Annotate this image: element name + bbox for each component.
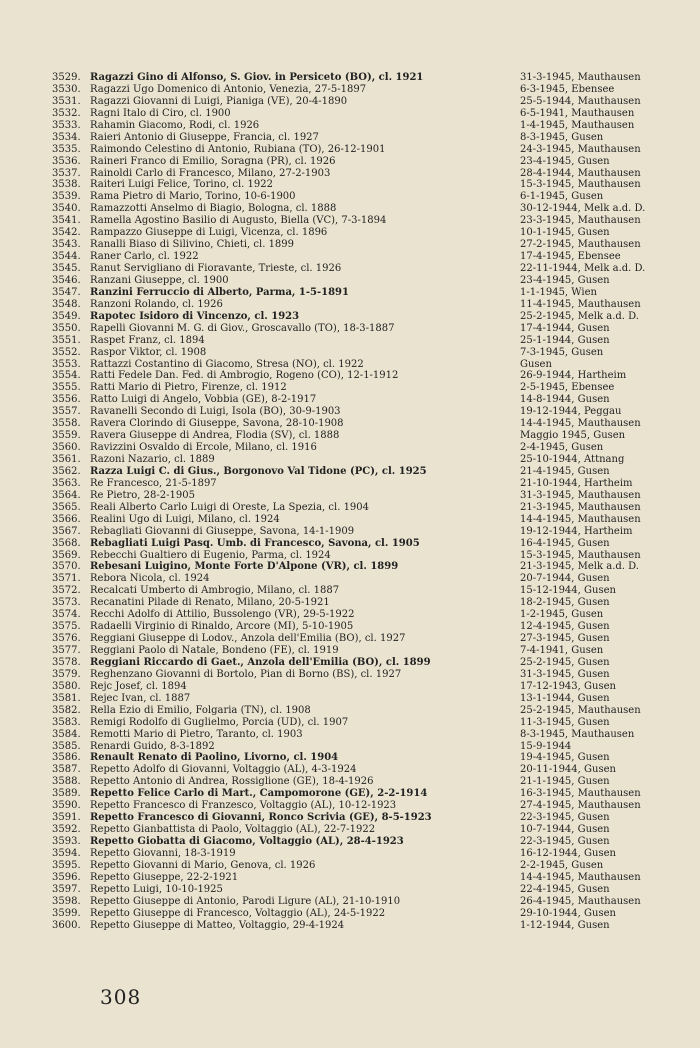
- entry-death: 19-12-1944, Peggau: [520, 406, 622, 418]
- entry-name: Rahamin Giacomo, Rodi, cl. 1926: [90, 119, 260, 131]
- entry-death: 27-2-1945, Mauthausen: [520, 239, 641, 251]
- list-item: [52, 729, 652, 741]
- entry-name: Realini Ugo di Luigi, Milano, cl. 1924: [90, 513, 280, 525]
- list-item: [52, 836, 652, 848]
- entry-name: Ramazzotti Anselmo di Biagio, Bologna, cl. 1888: [90, 203, 337, 215]
- list-item: [52, 430, 652, 442]
- list-item: [52, 550, 652, 562]
- entry-number: 3556.: [52, 394, 81, 406]
- entry-number: 3592.: [52, 824, 81, 836]
- list-item: [52, 156, 652, 168]
- entry-death: 22-3-1945, Gusen: [520, 836, 610, 847]
- entry-death: 16-4-1945, Gusen: [520, 537, 610, 549]
- entry-name: Ranzoni Rolando, cl. 1926: [90, 298, 223, 310]
- entry-number: 3585.: [52, 740, 81, 752]
- entry-number: 3540.: [52, 203, 81, 215]
- entry-death: Maggio 1945, Gusen: [520, 430, 626, 442]
- entry-death: 25-2-1945, Mauthausen: [520, 704, 641, 716]
- list-item: [52, 741, 652, 753]
- entry-death: 1-4-1945, Mauthausen: [520, 119, 635, 131]
- entry-name: Repetto Giuseppe, 22-2-1921: [90, 871, 239, 883]
- entry-death: 26-9-1944, Hartheim: [520, 370, 627, 382]
- entry-death: 20-7-1944, Gusen: [520, 573, 610, 585]
- list-item: [52, 776, 652, 788]
- entry-death: 21-3-1945, Mauthausen: [520, 501, 641, 513]
- entry-death: 8-3-1945, Mauthausen: [520, 728, 635, 740]
- list-item: [52, 717, 652, 729]
- list-item: [52, 299, 652, 311]
- list-item: [52, 502, 652, 514]
- list-item: [52, 752, 652, 764]
- entry-name: Repetto Francesco di Franzesco, Voltaggio (AL), 10-12-1923: [90, 800, 397, 812]
- entry-number: 3541.: [52, 215, 81, 227]
- list-item: [52, 442, 652, 454]
- entry-death: 21-4-1945, Gusen: [520, 465, 610, 477]
- entry-death: 14-4-1945, Mauthausen: [520, 513, 641, 525]
- entry-name: Rampazzo Giuseppe di Luigi, Vicenza, cl. 1896: [90, 227, 328, 239]
- entry-death: 31-3-1945, Gusen: [520, 668, 610, 680]
- list-item: [52, 394, 652, 406]
- entry-death: 7-3-1945, Gusen: [520, 346, 604, 358]
- entry-death: 14-8-1944, Gusen: [520, 394, 610, 406]
- entry-death: 22-3-1945, Gusen: [520, 812, 610, 824]
- entry-death: 17-4-1945, Ebensee: [520, 251, 621, 263]
- entry-number: 3558.: [52, 418, 81, 430]
- entry-number: 3569.: [52, 549, 81, 561]
- entry-number: 3567.: [52, 525, 81, 537]
- list-item: [52, 561, 652, 573]
- entry-death: 17-12-1943, Gusen: [520, 680, 616, 692]
- list-item: [52, 824, 652, 836]
- entry-death: 15-9-1944: [520, 740, 572, 752]
- entry-number: 3550.: [52, 322, 81, 334]
- entry-name: Rejec Ivan, cl. 1887: [90, 692, 191, 704]
- list-item: [52, 800, 652, 812]
- entry-death: 11-4-1945, Mauthausen: [520, 298, 641, 310]
- entry-number: 3573.: [52, 597, 81, 609]
- entry-name: Rebora Nicola, cl. 1924: [90, 573, 210, 585]
- entry-death: 14-4-1945, Mauthausen: [520, 871, 641, 883]
- entry-number: 3595.: [52, 859, 81, 871]
- entry-number: 3536.: [52, 155, 81, 167]
- page-number: 308: [100, 985, 142, 1009]
- entry-name: Reghenzano Giovanni di Bortolo, Pian di Borno (BS), cl. 1927: [90, 668, 402, 680]
- list-item: [52, 418, 652, 430]
- entry-death: 27-3-1945, Gusen: [520, 633, 610, 645]
- entry-number: 3580.: [52, 680, 81, 692]
- entry-death: 21-10-1944, Hartheim: [520, 477, 633, 489]
- entry-name: Ranut Servigliano di Fioravante, Trieste, cl. 1926: [90, 263, 342, 274]
- entry-number: 3593.: [52, 836, 81, 847]
- entry-number: 3529.: [52, 72, 81, 83]
- list-item: [52, 323, 652, 335]
- entry-number: 3542.: [52, 227, 81, 239]
- entry-number: 3531.: [52, 95, 81, 107]
- entry-name: Reggiani Paolo di Natale, Bondeno (FE), cl. 1919: [90, 645, 339, 656]
- list-item: [52, 884, 652, 896]
- entry-name: Recchi Adolfo di Attilio, Bussolengo (VR), 29-5-1922: [90, 609, 355, 621]
- entry-name: Ragazzi Giovanni di Luigi, Pianiga (VE), 20-4-1890: [90, 95, 348, 107]
- entry-name: Raspet Franz, cl. 1894: [90, 334, 205, 346]
- list-item: [52, 227, 652, 239]
- list-item: [52, 215, 652, 227]
- entry-death: 22-4-1945, Gusen: [520, 883, 610, 895]
- list-item: [52, 920, 652, 932]
- entry-name: Ravanelli Secondo di Luigi, Isola (BO), 30-9-1903: [90, 406, 341, 418]
- list-item: [52, 597, 652, 609]
- list-item: [52, 335, 652, 347]
- entry-death: 23-4-1945, Gusen: [520, 155, 610, 167]
- entry-death: 31-3-1945, Mauthausen: [520, 489, 641, 501]
- entry-number: 3544.: [52, 251, 81, 263]
- entry-number: 3591.: [52, 812, 81, 824]
- entry-name: Ramella Agostino Basilio di Augusto, Biella (VC), 7-3-1894: [90, 215, 387, 227]
- entry-name: Ratto Luigi di Angelo, Vobbia (GE), 8-2-1917: [90, 394, 317, 406]
- entry-number: 3589.: [52, 788, 81, 800]
- list-item: [52, 359, 652, 371]
- entry-name: Razoni Nazario, cl. 1889: [90, 454, 215, 465]
- entry-name: Rattazzi Costantino di Giacomo, Stresa (NO), cl. 1922: [90, 358, 364, 370]
- entry-number: 3562.: [52, 465, 81, 477]
- list-item: [52, 144, 652, 156]
- entry-death: 15-12-1944, Gusen: [520, 585, 616, 597]
- entry-death: 6-3-1945, Ebensee: [520, 83, 615, 95]
- list-item: [52, 908, 652, 920]
- entry-number: 3598.: [52, 895, 81, 907]
- list-item: [52, 478, 652, 490]
- entry-number: 3597.: [52, 883, 81, 895]
- entry-number: 3575.: [52, 621, 81, 633]
- entry-name: Ravera Giuseppe di Andrea, Flodia (SV), cl. 1888: [90, 430, 340, 442]
- list-item: [52, 382, 652, 394]
- entry-name: Raiteri Luigi Felice, Torino, cl. 1922: [90, 179, 273, 191]
- list-item: [52, 406, 652, 418]
- entry-name: Reggiani Giuseppe di Lodov., Anzola dell'Emilia (BO), cl. 1927: [90, 633, 406, 645]
- entry-number: 3549.: [52, 310, 81, 322]
- list-item: [52, 370, 652, 382]
- list-item: [52, 120, 652, 132]
- list-item: [52, 454, 652, 466]
- entry-death: 15-3-1945, Mauthausen: [520, 549, 641, 561]
- entry-name: Renardi Guido, 8-3-1892: [90, 740, 215, 752]
- list-item: [52, 526, 652, 538]
- entry-number: 3578.: [52, 656, 81, 668]
- list-item: [52, 84, 652, 96]
- list-item: [52, 645, 652, 657]
- list-item: [52, 72, 652, 84]
- entry-name: Ratti Fedele Dan. Fed. di Ambrogio, Rogeno (CO), 12-1-1912: [90, 370, 399, 382]
- entry-number: 3583.: [52, 716, 81, 728]
- list-item: [52, 764, 652, 776]
- entry-death: 21-1-1945, Gusen: [520, 776, 610, 788]
- entry-death: 13-1-1944, Gusen: [520, 692, 610, 704]
- entry-number: 3551.: [52, 334, 81, 346]
- entry-death: 1-1-1945, Wien: [520, 286, 597, 298]
- entry-number: 3545.: [52, 263, 81, 274]
- list-item: [52, 705, 652, 717]
- entry-name: Rebecchi Gualtiero di Eugenio, Parma, cl. 1924: [90, 549, 331, 561]
- entry-number: 3534.: [52, 131, 81, 143]
- list-item: [52, 872, 652, 884]
- entry-death: 30-12-1944, Melk a.d. D.: [520, 203, 646, 215]
- entry-death: 29-10-1944, Gusen: [520, 907, 616, 919]
- entry-death: 24-3-1945, Mauthausen: [520, 143, 641, 155]
- entry-number: 3577.: [52, 645, 81, 656]
- entry-number: 3599.: [52, 907, 81, 919]
- entry-death: 28-4-1944, Mauthausen: [520, 167, 641, 179]
- entry-death: 8-3-1945, Gusen: [520, 131, 604, 143]
- entry-death: 18-2-1945, Gusen: [520, 597, 610, 609]
- list-item: [52, 609, 652, 621]
- entry-name: Ravizzini Osvaldo di Ercole, Milano, cl. 1916: [90, 442, 317, 454]
- entry-death: 14-4-1945, Mauthausen: [520, 418, 641, 430]
- entry-number: 3560.: [52, 442, 81, 454]
- list-item: [52, 657, 652, 669]
- entry-name: Repetto Giuseppe di Matteo, Voltaggio, 29-4-1924: [90, 919, 345, 931]
- list-item: [52, 573, 652, 585]
- list-item: [52, 132, 652, 144]
- entry-name: Rapelli Giovanni M. G. di Giov., Groscavallo (TO), 18-3-1887: [90, 322, 395, 334]
- entry-name: Ragni Italo di Ciro, cl. 1900: [90, 107, 231, 119]
- entry-name: Repetto Gianbattista di Paolo, Voltaggio (AL), 22-7-1922: [90, 824, 376, 836]
- entry-death: 25-5-1944, Mauthausen: [520, 95, 641, 107]
- entry-name: Raimondo Celestino di Antonio, Rubiana (TO), 26-12-1901: [90, 143, 386, 155]
- entry-name: Ragazzi Gino di Alfonso, S. Giov. in Persiceto (BO), cl. 1921: [90, 72, 424, 83]
- entry-number: 3547.: [52, 286, 81, 298]
- entry-name: Repetto Giovanni, 18-3-1919: [90, 847, 236, 859]
- entry-number: 3546.: [52, 274, 81, 286]
- entry-name: Rella Ezio di Emilio, Folgaria (TN), cl. 1908: [90, 704, 311, 716]
- list-item: [52, 490, 652, 502]
- list-item: [52, 108, 652, 120]
- entry-death: 25-2-1945, Melk a.d. D.: [520, 310, 639, 322]
- entry-name: Rebesani Luigino, Monte Forte D'Alpone (VR), cl. 1899: [90, 561, 399, 573]
- entry-name: Repetto Giuseppe di Antonio, Parodi Ligure (AL), 21-10-1910: [90, 895, 401, 907]
- list-item: [52, 191, 652, 203]
- entry-name: Repetto Francesco di Giovanni, Ronco Scrivia (GE), 8-5-1923: [90, 812, 432, 824]
- list-item: [52, 168, 652, 180]
- entry-number: 3561.: [52, 454, 81, 465]
- list-item: [52, 633, 652, 645]
- entry-number: 3552.: [52, 346, 81, 358]
- entry-death: 31-3-1945, Mauthausen: [520, 72, 641, 83]
- list-item: [52, 860, 652, 872]
- entry-name: Rainoldi Carlo di Francesco, Milano, 27-2-1903: [90, 167, 331, 179]
- entry-number: 3587.: [52, 764, 81, 776]
- entry-death: 2-5-1945, Ebensee: [520, 382, 615, 394]
- entry-death: 19-4-1945, Gusen: [520, 752, 610, 764]
- entry-name: Raspor Viktor, cl. 1908: [90, 346, 207, 358]
- entry-number: 3553.: [52, 358, 81, 370]
- list-item: [52, 275, 652, 287]
- entry-name: Rejc Josef, cl. 1894: [90, 680, 187, 692]
- entry-number: 3557.: [52, 406, 81, 418]
- entry-death: 2-4-1945, Gusen: [520, 442, 604, 454]
- entry-name: Raieri Antonio di Giuseppe, Francia, cl. 1927: [90, 131, 319, 143]
- entry-death: 7-4-1941, Gusen: [520, 645, 604, 656]
- list-item: [52, 203, 652, 215]
- list-item: [52, 585, 652, 597]
- entry-name: Raineri Franco di Emilio, Soragna (PR), cl. 1926: [90, 155, 336, 167]
- entry-number: 3572.: [52, 585, 81, 597]
- entry-number: 3566.: [52, 513, 81, 525]
- entry-name: Ratti Mario di Pietro, Firenze, cl. 1912: [90, 382, 287, 394]
- entry-number: 3594.: [52, 847, 81, 859]
- entry-number: 3539.: [52, 191, 81, 203]
- entry-number: 3596.: [52, 871, 81, 883]
- entry-number: 3582.: [52, 704, 81, 716]
- entry-name: Repetto Luigi, 10-10-1925: [90, 883, 223, 895]
- list-item: [52, 621, 652, 633]
- entry-name: Reali Alberto Carlo Luigi di Oreste, La Spezia, cl. 1904: [90, 501, 370, 513]
- entry-name: Rebagliati Luigi Pasq. Umb. di Francesco, Savona, cl. 1905: [90, 537, 420, 549]
- entry-death: 6-1-1945, Gusen: [520, 191, 604, 203]
- entry-number: 3538.: [52, 179, 81, 191]
- entry-death: 1-12-1944, Gusen: [520, 919, 610, 931]
- entry-death: 23-3-1945, Mauthausen: [520, 215, 641, 227]
- entry-name: Re Francesco, 21-5-1897: [90, 477, 217, 489]
- entry-name: Rapotec Isidoro di Vincenzo, cl. 1923: [90, 310, 300, 322]
- entry-death: 2-2-1945, Gusen: [520, 859, 604, 871]
- entry-name: Reggiani Riccardo di Gaet., Anzola dell'Emilia (BO), cl. 1899: [90, 656, 431, 668]
- list-item: [52, 347, 652, 359]
- list-item: [52, 179, 652, 191]
- entry-name: Repetto Giobatta di Giacomo, Voltaggio (AL), 28-4-1923: [90, 836, 404, 847]
- list-item: [52, 263, 652, 275]
- entry-name: Renault Renato di Paolino, Livorno, cl. 1904: [90, 752, 339, 764]
- entry-death: 21-3-1945, Melk a.d. D.: [520, 561, 639, 573]
- list-item: [52, 896, 652, 908]
- list-item: [52, 693, 652, 705]
- entry-number: 3530.: [52, 83, 81, 95]
- entry-number: 3571.: [52, 573, 81, 585]
- entry-death: Gusen: [520, 358, 552, 370]
- entry-number: 3559.: [52, 430, 81, 442]
- entry-number: 3570.: [52, 561, 81, 573]
- entry-death: 23-4-1945, Gusen: [520, 274, 610, 286]
- entry-death: 10-1-1945, Gusen: [520, 227, 610, 239]
- entry-name: Recanatini Pilade di Renato, Milano, 20-5-1921: [90, 597, 330, 609]
- list-item: [52, 466, 652, 478]
- list-item: [52, 251, 652, 263]
- entry-death: 25-10-1944, Attnang: [520, 454, 625, 465]
- entry-name: Ranzini Ferruccio di Alberto, Parma, 1-5-1891: [90, 286, 349, 298]
- entry-list: [52, 72, 652, 932]
- entry-number: 3564.: [52, 489, 81, 501]
- entry-name: Ragazzi Ugo Domenico di Antonio, Venezia, 27-5-1897: [90, 83, 367, 95]
- entry-death: 16-3-1945, Mauthausen: [520, 788, 641, 800]
- entry-name: Repetto Felice Carlo di Mart., Campomorone (GE), 2-2-1914: [90, 788, 428, 800]
- entry-name: Ravera Clorindo di Giuseppe, Savona, 28-10-1908: [90, 418, 344, 430]
- entry-death: 25-1-1944, Gusen: [520, 334, 610, 346]
- list-item: [52, 788, 652, 800]
- entry-number: 3554.: [52, 370, 81, 382]
- entry-number: 3590.: [52, 800, 81, 812]
- entry-name: Repetto Adolfo di Giovanni, Voltaggio (AL), 4-3-1924: [90, 764, 357, 776]
- entry-number: 3581.: [52, 692, 81, 704]
- entry-death: 12-4-1945, Gusen: [520, 621, 610, 633]
- entry-death: 1-2-1945, Gusen: [520, 609, 604, 621]
- entry-death: 19-12-1944, Hartheim: [520, 525, 633, 537]
- entry-number: 3576.: [52, 633, 81, 645]
- entry-death: 11-3-1945, Gusen: [520, 716, 610, 728]
- entry-name: Repetto Antonio di Andrea, Rossiglione (GE), 18-4-1926: [90, 776, 374, 788]
- entry-name: Ranalli Biaso di Silivino, Chieti, cl. 1899: [90, 239, 295, 251]
- entry-number: 3565.: [52, 501, 81, 513]
- entry-name: Re Pietro, 28-2-1905: [90, 489, 195, 501]
- entry-number: 3543.: [52, 239, 81, 251]
- list-item: [52, 287, 652, 299]
- entry-name: Rebagliati Giovanni di Giuseppe, Savona, 14-1-1909: [90, 525, 355, 537]
- entry-number: 3568.: [52, 537, 81, 549]
- list-item: [52, 848, 652, 860]
- entry-death: 20-11-1944, Gusen: [520, 764, 616, 776]
- entry-name: Remigi Rodolfo di Guglielmo, Porcia (UD), cl. 1907: [90, 716, 349, 728]
- list-item: [52, 96, 652, 108]
- entry-death: 16-12-1944, Gusen: [520, 847, 616, 859]
- entry-name: Recalcati Umberto di Ambrogio, Milano, cl. 1887: [90, 585, 340, 597]
- entry-death: 25-2-1945, Gusen: [520, 656, 610, 668]
- list-item: [52, 812, 652, 824]
- entry-name: Raner Carlo, cl. 1922: [90, 251, 199, 263]
- list-item: [52, 538, 652, 550]
- entry-name: Radaelli Virginio di Rinaldo, Arcore (MI), 5-10-1905: [90, 621, 354, 633]
- entry-name: Rama Pietro di Mario, Torino, 10-6-1900: [90, 191, 296, 203]
- entry-name: Repetto Giuseppe di Francesco, Voltaggio (AL), 24-5-1922: [90, 907, 386, 919]
- entry-number: 3574.: [52, 609, 81, 621]
- entry-name: Remotti Mario di Pietro, Taranto, cl. 1903: [90, 728, 303, 740]
- entry-name: Ranzani Giuseppe, cl. 1900: [90, 274, 229, 286]
- entry-number: 3586.: [52, 752, 81, 764]
- entry-death: 27-4-1945, Mauthausen: [520, 800, 641, 812]
- entry-number: 3600.: [52, 919, 81, 931]
- list-item: [52, 681, 652, 693]
- entry-number: 3535.: [52, 143, 81, 155]
- entry-death: 10-7-1944, Gusen: [520, 824, 610, 836]
- entry-number: 3579.: [52, 668, 81, 680]
- list-item: [52, 669, 652, 681]
- list-item: [52, 514, 652, 526]
- entry-death: 26-4-1945, Mauthausen: [520, 895, 641, 907]
- entry-death: 22-11-1944, Melk a.d. D.: [520, 263, 646, 274]
- entry-number: 3555.: [52, 382, 81, 394]
- entry-number: 3533.: [52, 119, 81, 131]
- entry-death: 6-5-1941, Mauthausen: [520, 107, 635, 119]
- entry-death: 15-3-1945, Mauthausen: [520, 179, 641, 191]
- entry-number: 3588.: [52, 776, 81, 788]
- entry-name: Razza Luigi C. di Gius., Borgonovo Val Tidone (PC), cl. 1925: [90, 465, 427, 477]
- entry-number: 3537.: [52, 167, 81, 179]
- entry-name: Repetto Giovanni di Mario, Genova, cl. 1926: [90, 859, 316, 871]
- entry-number: 3548.: [52, 298, 81, 310]
- list-item: [52, 311, 652, 323]
- entry-number: 3563.: [52, 477, 81, 489]
- entry-number: 3584.: [52, 728, 81, 740]
- list-item: [52, 239, 652, 251]
- entry-number: 3532.: [52, 107, 81, 119]
- entry-death: 17-4-1944, Gusen: [520, 322, 610, 334]
